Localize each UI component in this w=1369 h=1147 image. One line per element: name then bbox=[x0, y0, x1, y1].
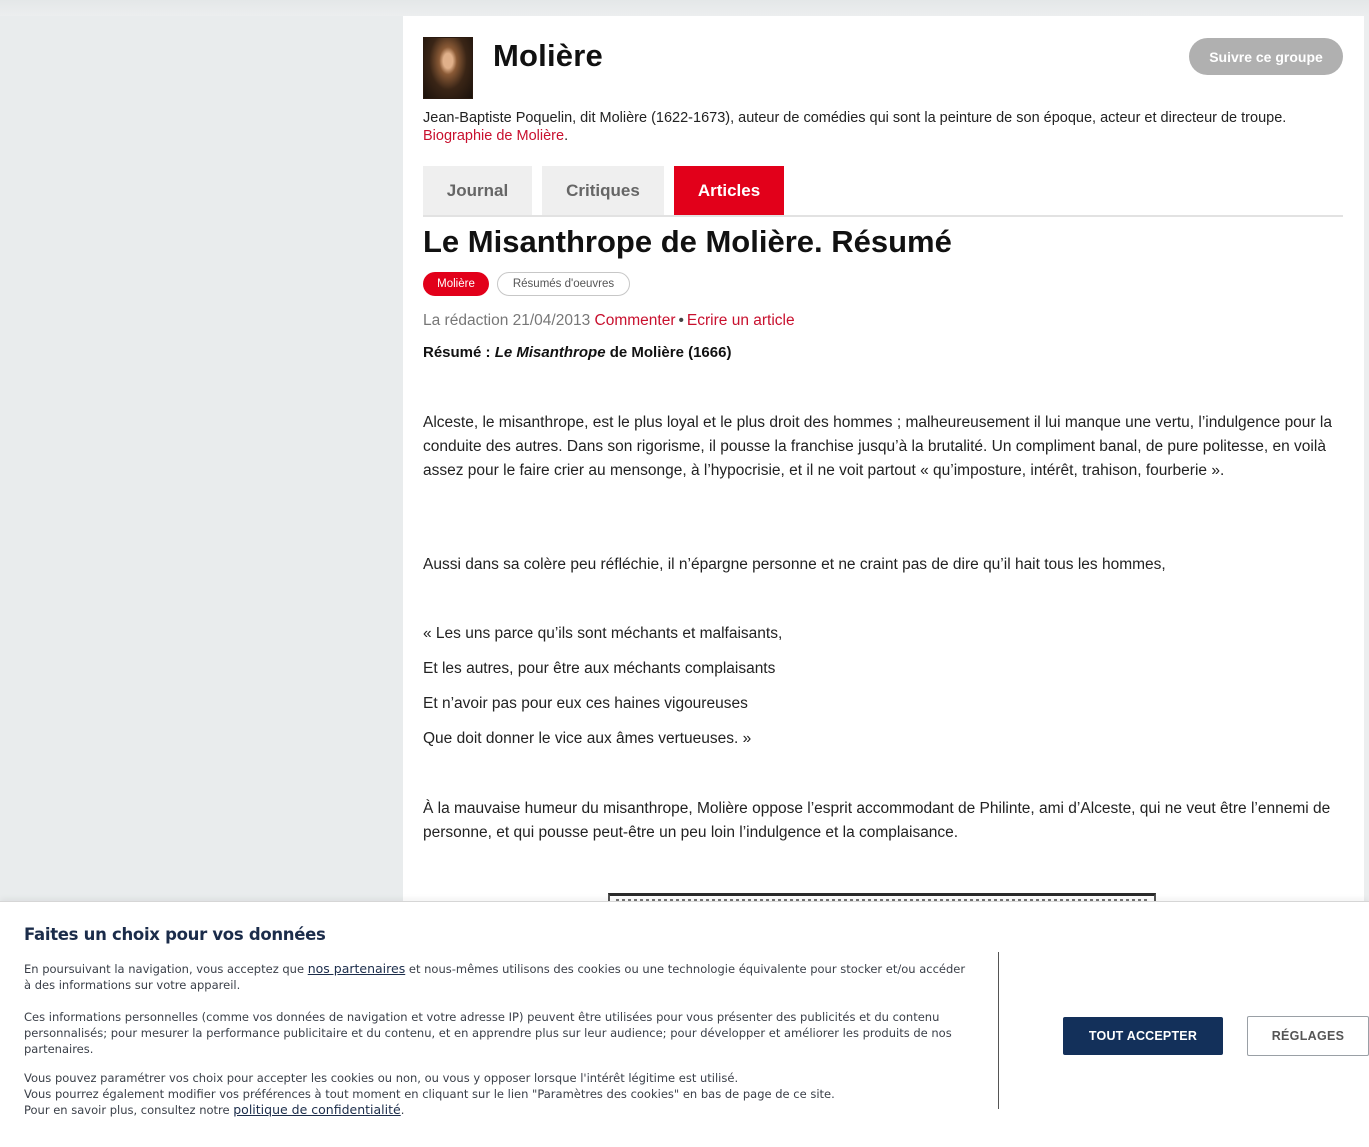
tag-resumes[interactable]: Résumés d'oeuvres bbox=[497, 272, 630, 296]
group-description-end: . bbox=[564, 128, 569, 144]
summary-heading bbox=[423, 344, 731, 361]
group-description-text: Jean-Baptiste Poquelin, dit Molière (1622-1673), auteur de comédies qui sont la peinture de son époque, acteur et directeur de troupe. bbox=[423, 110, 1287, 126]
group-description bbox=[423, 109, 1323, 145]
group-title: Molière bbox=[493, 38, 603, 73]
author-date: La rédaction 21/04/2013 bbox=[423, 312, 591, 329]
article-title: Le Misanthrope de Molière. Résumé bbox=[423, 224, 952, 259]
accept-all-button[interactable]: TOUT ACCEPTER bbox=[1063, 1017, 1223, 1055]
cookie-text: Pour en savoir plus, consultez notre bbox=[24, 1103, 234, 1117]
summary-suffix: de Molière (1666) bbox=[605, 344, 732, 361]
tab-journal[interactable]: Journal bbox=[423, 166, 532, 215]
cookie-text: et nous-mêmes utilisons des cookies ou une technologie équivalente pour stocker et/ou accéder à des informations sur votre appareil. bbox=[24, 962, 966, 992]
cookie-consent-banner bbox=[0, 901, 1369, 1147]
cookie-title: Faites un choix pour vos données bbox=[24, 925, 326, 944]
article-meta bbox=[423, 312, 795, 330]
privacy-policy-link[interactable]: politique de confidentialité bbox=[233, 1102, 401, 1117]
paragraph: Alceste, le misanthrope, est le plus loyal et le plus droit des hommes ; malheureusement il lui manque une vertu, l’indulgence pour la conduite des autres. Dans son rigorisme, il pousse la franchise jusqu’à la brutalité. Un compliment banal, de pure politesse, en voilà assez pour le faire crier au mensonge, à l’hypocrisie, et il ne voit partout « qu’imposture, intérêt, trahison, fourberie ». bbox=[423, 414, 1332, 479]
paragraph: À la mauvaise humeur du misanthrope, Molière oppose l’esprit accommodant de Philinte, ami d’Alceste, qui ne veut être l’ennemi de personne, et qui pousse peut-être un peu loin l’indulgence et la complaisance. bbox=[423, 800, 1331, 841]
verse-line: Et n’avoir pas pour eux ces haines vigoureuses bbox=[423, 695, 748, 712]
cookie-text: . bbox=[400, 1103, 405, 1117]
write-article-link[interactable]: Ecrire un article bbox=[686, 312, 795, 329]
meta-separator: • bbox=[678, 312, 684, 329]
group-tabs bbox=[423, 166, 1343, 217]
top-strip bbox=[0, 0, 1369, 16]
follow-group-button[interactable]: Suivre ce groupe bbox=[1189, 38, 1343, 75]
tab-articles[interactable]: Articles bbox=[674, 166, 784, 215]
tab-critiques[interactable]: Critiques bbox=[542, 166, 664, 215]
tag-moliere[interactable]: Molière bbox=[423, 272, 489, 296]
cookie-text: En poursuivant la navigation, vous acceptez que bbox=[24, 962, 308, 976]
verse-line: Que doit donner le vice aux âmes vertueuses. » bbox=[423, 730, 752, 747]
summary-prefix: Résumé : bbox=[423, 344, 495, 361]
cookie-text: Vous pourrez également modifier vos préférences à tout moment en cliquant sur le lien "Paramètres des cookies" en bas de page de ce site. bbox=[24, 1087, 835, 1101]
biography-link[interactable]: Biographie de Molière bbox=[423, 128, 565, 144]
summary-work: Le Misanthrope bbox=[494, 344, 606, 361]
verse-line: Et les autres, pour être aux méchants complaisants bbox=[423, 660, 776, 677]
paragraph: Aussi dans sa colère peu réfléchie, il n’épargne personne et ne craint pas de dire qu’il hait tous les hommes, bbox=[423, 556, 1166, 573]
group-avatar[interactable] bbox=[423, 37, 473, 99]
cookie-text: Vous pouvez paramétrer vos choix pour accepter les cookies ou non, ou vous y opposer lorsque l'intérêt légitime est utilisé. bbox=[24, 1071, 739, 1085]
partners-link[interactable]: nos partenaires bbox=[307, 961, 406, 976]
cookie-paragraph-3 bbox=[24, 1070, 974, 1118]
verse-line: « Les uns parce qu’ils sont méchants et malfaisants, bbox=[423, 625, 783, 642]
cookie-divider bbox=[998, 952, 999, 1109]
cookie-paragraph-1 bbox=[24, 961, 974, 993]
comment-link[interactable]: Commenter bbox=[594, 312, 676, 329]
cookie-paragraph-2: Ces informations personnelles (comme vos données de navigation et votre adresse IP) peuvent être utilisées pour vous présenter des publicités et du contenu personnalisés; pour mesurer la performance publicitaire et du contenu, et en apprendre plus sur leur audience; pour développer et améliorer les produits de nos partenaires. bbox=[24, 1010, 952, 1056]
cookie-settings-button[interactable]: RÉGLAGES bbox=[1247, 1016, 1369, 1056]
